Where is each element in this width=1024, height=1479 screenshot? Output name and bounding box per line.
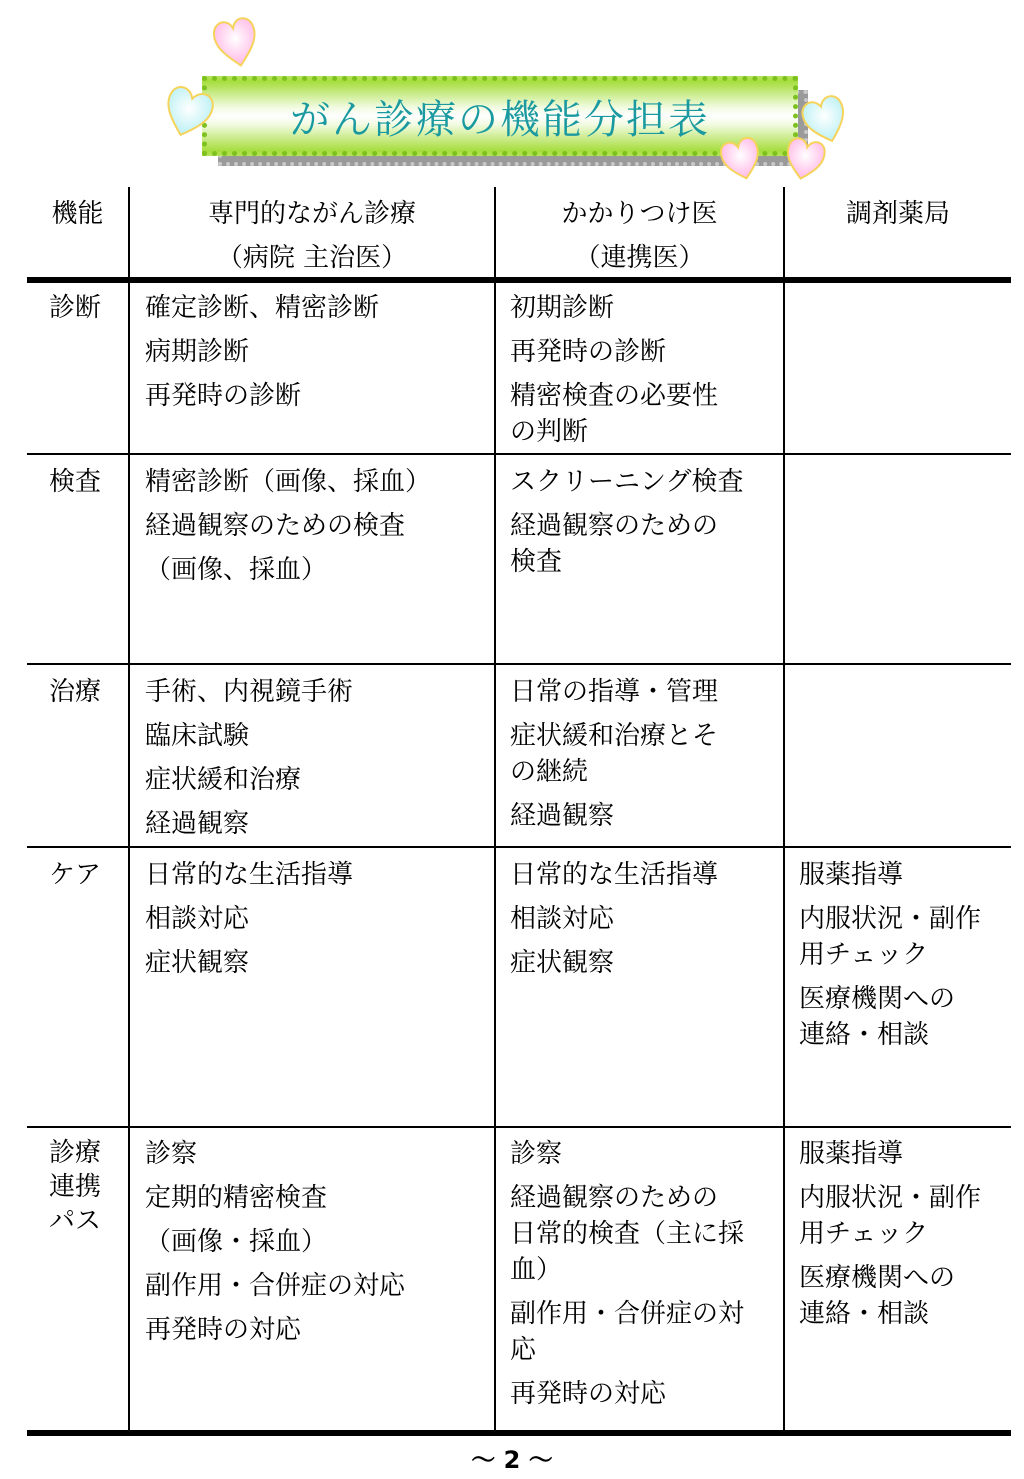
cell-item-line: 服薬指導 xyxy=(799,1139,904,1169)
table-cell-function xyxy=(49,1136,101,1238)
table-cell-specialist xyxy=(145,674,353,842)
cell-item-line: 再発時の対応 xyxy=(510,1379,667,1409)
cell-item-line: 再発時の診断 xyxy=(510,337,667,367)
cell-item-line: 日常的な生活指導 xyxy=(145,860,354,890)
table-cell-function xyxy=(49,290,101,326)
cell-item-line: 内服状況・副作 xyxy=(799,1183,982,1213)
page-number: ～ 2 ～ xyxy=(471,1446,553,1474)
cell-item-line: 精密検査の必要性 xyxy=(510,381,719,411)
cell-item-line: 精密診断（画像、採血） xyxy=(145,467,432,497)
function-label: パス xyxy=(49,1206,102,1236)
header-function: 機能 xyxy=(51,199,104,229)
table-cell-family-doctor xyxy=(510,1136,744,1412)
cell-item-line: の継続 xyxy=(510,757,589,787)
table-cell-pharmacy xyxy=(799,857,981,1053)
cell-item-line: 経過観察のための xyxy=(510,511,719,541)
table-cell-specialist xyxy=(145,857,353,981)
table-cell-pharmacy xyxy=(799,1136,981,1332)
cell-item-line: 検査 xyxy=(510,547,563,577)
cell-item-line: 連絡・相談 xyxy=(799,1020,930,1050)
row-divider xyxy=(27,453,1011,455)
function-label: 診断 xyxy=(49,293,102,323)
table-cell-function xyxy=(49,674,101,710)
header-family-doctor: かかりつけ医 （連携医） xyxy=(561,199,718,273)
cell-item-line: 経過観察 xyxy=(510,801,615,831)
function-label: 検査 xyxy=(49,467,102,497)
cell-item-line: 医療機関への xyxy=(799,1263,956,1293)
cell-item-line: 症状観察 xyxy=(145,948,250,978)
cell-item-line: 手術、内視鏡手術 xyxy=(145,677,354,707)
function-label: 治療 xyxy=(49,677,102,707)
cell-item-line: （画像・採血） xyxy=(145,1227,328,1257)
cell-item-line: 再発時の診断 xyxy=(145,381,302,411)
cell-item-line: 定期的精密検査 xyxy=(145,1183,328,1213)
function-label: ケア xyxy=(49,860,102,890)
row-divider xyxy=(27,1126,1011,1128)
cell-item-line: （画像、採血） xyxy=(145,555,328,585)
cell-item-line: 応 xyxy=(510,1335,537,1365)
table-cell-specialist xyxy=(145,464,431,588)
column-divider xyxy=(494,187,496,1431)
cell-item-line: 用チェック xyxy=(799,940,929,970)
column-divider xyxy=(128,187,130,1431)
cell-item-line: 経過観察のための検査 xyxy=(145,511,406,541)
cell-item-line: 病期診断 xyxy=(145,337,250,367)
cell-item-line: 副作用・合併症の対応 xyxy=(145,1271,406,1301)
function-label: 連携 xyxy=(49,1172,102,1202)
cell-item-line: 経過観察のための xyxy=(510,1183,719,1213)
cell-item-line: 内服状況・副作 xyxy=(799,904,982,934)
cell-item-line: 確定診断、精密診断 xyxy=(145,293,380,323)
cell-item-line: 相談対応 xyxy=(510,904,615,934)
column-divider xyxy=(783,187,785,1431)
cell-item-line: 医療機関への xyxy=(799,984,956,1014)
cell-item-line: スクリーニング検査 xyxy=(510,467,744,497)
function-table xyxy=(27,0,1011,1479)
cell-item-line: 臨床試験 xyxy=(145,721,250,751)
table-cell-specialist xyxy=(145,1136,405,1348)
table-cell-family-doctor xyxy=(510,857,718,981)
cell-item-line: 日常の指導・管理 xyxy=(510,677,719,707)
cell-item-line: 日常的な生活指導 xyxy=(510,860,719,890)
header-rule xyxy=(27,277,1011,283)
row-divider xyxy=(27,663,1011,665)
cell-item-line: 初期診断 xyxy=(510,293,615,323)
cell-item-line: 症状緩和治療 xyxy=(145,765,302,795)
cell-item-line: 服薬指導 xyxy=(799,860,904,890)
cell-item-line: 再発時の対応 xyxy=(145,1315,302,1345)
page-title: がん診療の機能分担表 xyxy=(290,96,710,143)
cell-item-line: 相談対応 xyxy=(145,904,250,934)
cell-item-line: 血） xyxy=(510,1255,563,1285)
function-label: 診療 xyxy=(49,1138,102,1168)
table-cell-family-doctor xyxy=(510,464,743,580)
cell-item-line: 副作用・合併症の対 xyxy=(510,1299,745,1329)
cell-item-line: 用チェック xyxy=(799,1219,929,1249)
cell-item-line: 症状緩和治療とそ xyxy=(510,721,719,751)
cell-item-line: の判断 xyxy=(510,417,589,447)
cell-item-line: 経過観察 xyxy=(145,809,250,839)
cell-item-line: 診察 xyxy=(510,1139,563,1169)
table-cell-family-doctor xyxy=(510,290,718,450)
cell-item-line: 症状観察 xyxy=(510,948,615,978)
table-cell-family-doctor xyxy=(510,674,718,834)
bottom-rule xyxy=(27,1430,1011,1436)
table-cell-function xyxy=(49,464,101,500)
table-cell-function xyxy=(49,857,101,893)
cell-item-line: 連絡・相談 xyxy=(799,1299,930,1329)
cell-item-line: 日常的検査（主に採 xyxy=(510,1219,745,1249)
header-specialist: 専門的ながん診療 （病院 主治医） xyxy=(207,199,416,273)
header-pharmacy: 調剤薬局 xyxy=(845,199,950,229)
row-divider xyxy=(27,846,1011,848)
cell-item-line: 診察 xyxy=(145,1139,198,1169)
table-cell-specialist xyxy=(145,290,379,414)
